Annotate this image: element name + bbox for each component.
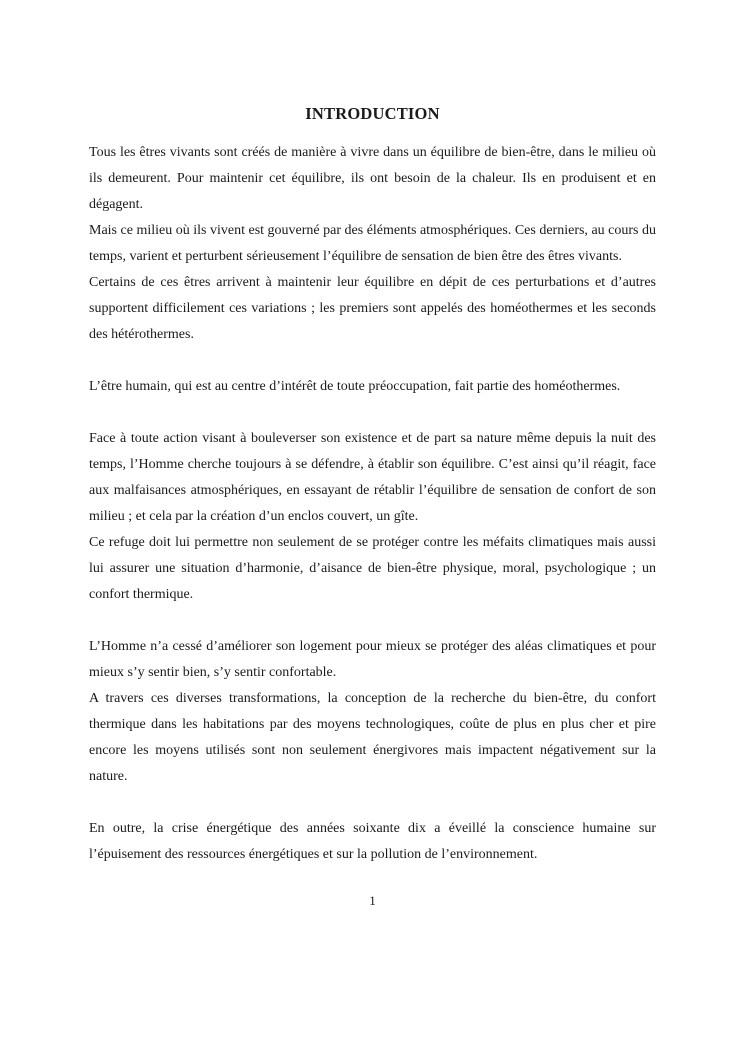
paragraph-7: L’Homme n’a cessé d’améliorer son logement pour mieux se protéger des aléas climatiques et pour mieux s’y sentir bien, s’y sentir confortable.	[89, 639, 656, 680]
page-number: 1	[369, 893, 376, 908]
paragraph-4: L’être humain, qui est au centre d’intérêt de toute préoccupation, fait partie des homéothermes.	[89, 379, 621, 394]
paragraph-6: Ce refuge doit lui permettre non seulement de se protéger contre les méfaits climatiques mais aussi lui assurer une situation d’harmonie, d’aisance de bien-être physique, moral, psychologique ; un confort thermique.	[89, 535, 656, 602]
paragraph-9: En outre, la crise énergétique des années soixante dix a éveillé la conscience humaine sur l’épuisement des ressources énergétiques et sur la pollution de l’environnement.	[89, 821, 656, 862]
paragraph-1: Tous les êtres vivants sont créés de manière à vivre dans un équilibre de bien-être, dans le milieu où ils demeurent. Pour maintenir cet équilibre, ils ont besoin de la chaleur. Ils en produisent et en dégagent.	[89, 145, 656, 212]
paragraph-8: A travers ces diverses transformations, la conception de la recherche du bien-être, du confort thermique dans les habitations par des moyens technologiques, coûte de plus en plus cher et pire encore les moyens utilisés sont non seulement énergivores mais impactent négativement sur la nature.	[89, 691, 656, 784]
page-title: INTRODUCTION	[305, 104, 440, 123]
paragraph-5: Face à toute action visant à bouleverser son existence et de part sa nature même depuis la nuit des temps, l’Homme cherche toujours à se défendre, à établir son équilibre. C’est ainsi qu’il réagit, face aux malfaisances atmosphériques, en essayant de rétablir l’équilibre de sensation de confort de son milieu ; et cela par la création d’un enclos couvert, un gîte.	[89, 431, 656, 524]
paragraph-3: Certains de ces êtres arrivent à maintenir leur équilibre en dépit de ces perturbations et d’autres supportent difficilement ces variations ; les premiers sont appelés des homéothermes et les seconds des hétérothermes.	[89, 275, 656, 342]
paragraph-2: Mais ce milieu où ils vivent est gouverné par des éléments atmosphériques. Ces derniers, au cours du temps, varient et perturbent sérieusement l’équilibre de sensation de bien être des êtres vivants.	[89, 223, 656, 264]
